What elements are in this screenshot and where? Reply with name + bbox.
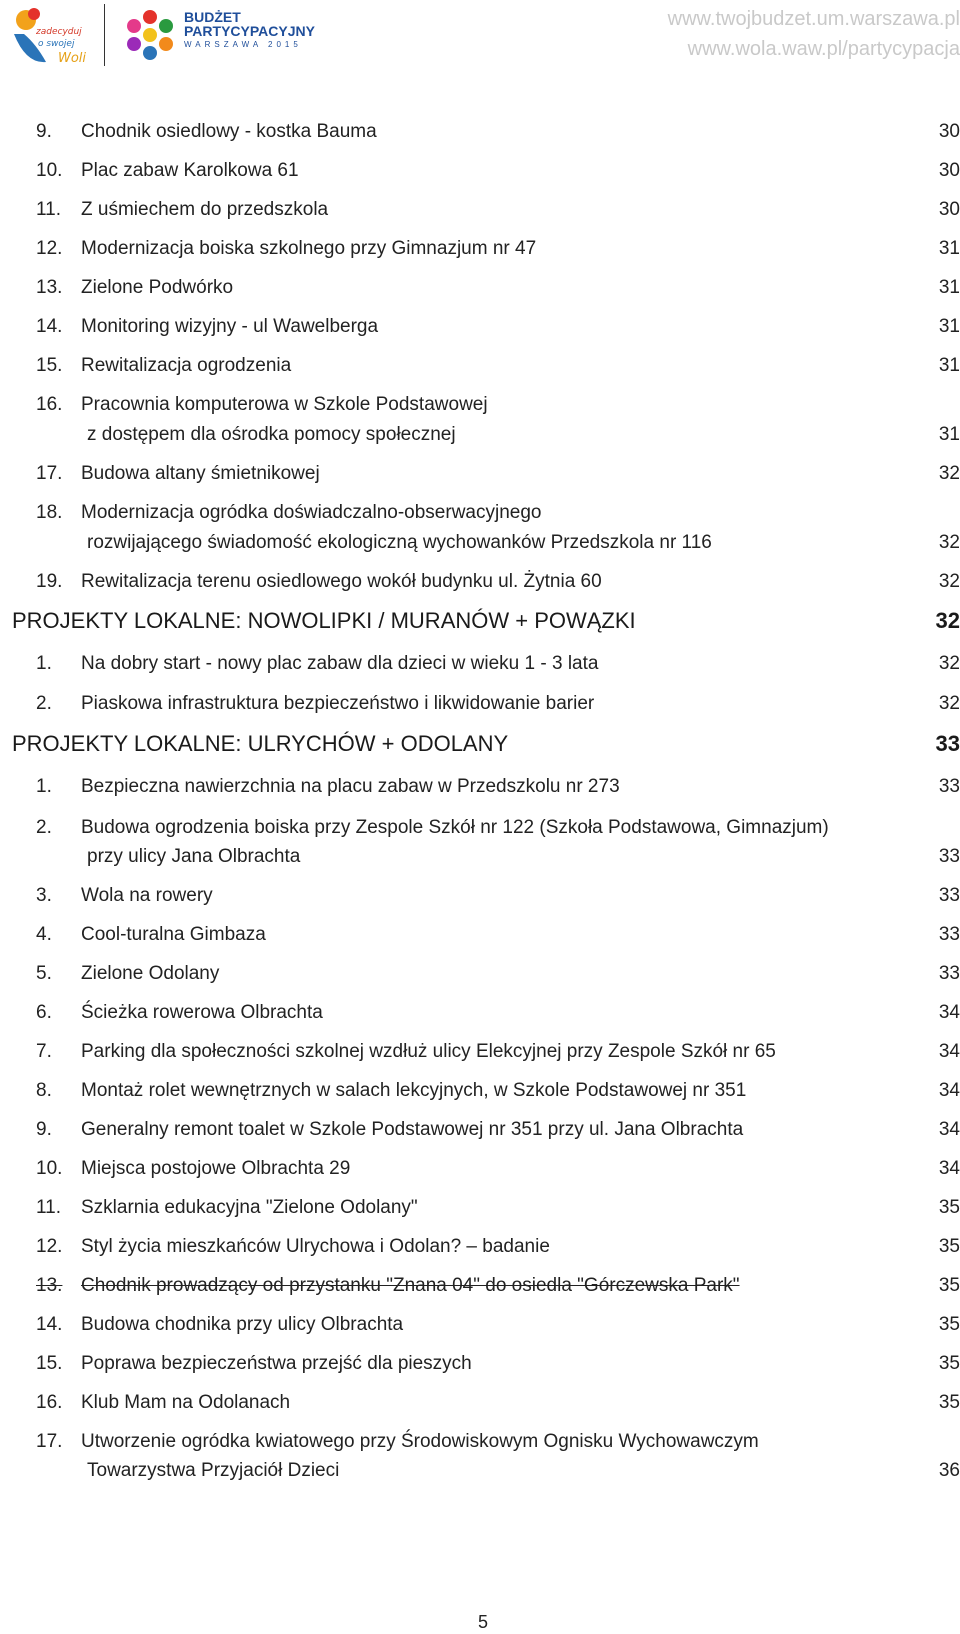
toc-entry-page: 31 — [938, 277, 960, 298]
section-heading-page: 32 — [935, 608, 960, 633]
toc-entry-number: 1. — [36, 776, 52, 797]
toc-entry-title: Generalny remont toalet w Szkole Podstawowej nr 351 przy ul. Jana Olbrachta — [81, 1119, 744, 1140]
toc-entry-title: Modernizacja ogródka doświadczalno-obserwacyjnego — [81, 502, 542, 523]
toc-entry-title: Ścieżka rowerowa Olbrachta — [81, 1002, 323, 1023]
budget-title: BUDŻET PARTYCYPACYJNY — [184, 9, 315, 39]
toc-entry-title: Bezpieczna nawierzchnia na placu zabaw w Przedszkolu nr 273 — [81, 776, 620, 797]
toc-entry-number: 2. — [36, 817, 52, 838]
toc-entry-number: 9. — [36, 1119, 52, 1140]
budget-flower-logo-icon — [120, 6, 180, 64]
toc-entry-number: 9. — [36, 121, 52, 142]
toc-entry-number: 11. — [36, 199, 62, 220]
toc-entry-page: 31 — [938, 424, 960, 445]
toc-entry-title: Chodnik prowadzący od przystanku "Znana 04" do osiedla "Górczewska Park" — [81, 1275, 740, 1296]
toc-entry-title: Parking dla społeczności szkolnej wzdłuż ulicy Elekcyjnej przy Zespole Szkół nr 65 — [81, 1041, 776, 1062]
toc-entry-page: 32 — [938, 571, 960, 592]
toc-entry-page: 31 — [938, 238, 960, 259]
toc-entry-title: Styl życia mieszkańców Ulrychowa i Odolan? – badanie — [81, 1236, 550, 1257]
toc-entry-page: 32 — [938, 653, 960, 674]
toc-entry-title: Plac zabaw Karolkowa 61 — [81, 160, 299, 181]
toc-entry-page: 34 — [938, 1080, 960, 1101]
toc-entry-number: 16. — [36, 1392, 63, 1413]
section-heading-title: PROJEKTY LOKALNE: NOWOLIPKI / MURANÓW + POWĄZKI — [12, 608, 636, 633]
toc-entry-number: 18. — [36, 502, 63, 523]
toc-entry-number: 10. — [36, 160, 63, 181]
toc-entry-title: Zielone Podwórko — [81, 277, 234, 298]
svg-text:o swojej: o swojej — [38, 39, 75, 49]
toc-entry-page: 34 — [938, 1158, 960, 1179]
toc-entry-title-continuation: Towarzystwa Przyjaciół Dzieci — [87, 1460, 340, 1481]
toc-entry-page: 30 — [938, 160, 960, 181]
toc-entry-page: 36 — [938, 1460, 960, 1481]
toc-entry-number: 16. — [36, 394, 63, 415]
toc-entry-number: 14. — [36, 316, 63, 337]
toc-entry-title: Rewitalizacja ogrodzenia — [81, 355, 292, 376]
toc-entry-page: 35 — [938, 1314, 960, 1335]
page-number: 5 — [478, 1612, 489, 1632]
toc-entry-title-continuation: przy ulicy Jana Olbrachta — [87, 846, 301, 867]
svg-text:zadecyduj: zadecyduj — [36, 27, 82, 37]
header-divider — [104, 4, 105, 66]
toc-entry-number: 7. — [36, 1041, 52, 1062]
header-url-twojbudzet[interactable]: www.twojbudzet.um.warszawa.pl — [667, 8, 960, 30]
toc-entry-page: 31 — [938, 316, 960, 337]
budget-subtitle: WARSZAWA 2015 — [184, 40, 302, 49]
toc-entry-title: Zielone Odolany — [81, 963, 220, 984]
section-heading-title: PROJEKTY LOKALNE: ULRYCHÓW + ODOLANY — [12, 731, 509, 756]
toc-entry-page: 34 — [938, 1041, 960, 1062]
toc-entry-page: 33 — [938, 776, 960, 797]
toc-entry-page: 35 — [938, 1236, 960, 1257]
toc-entry-number: 19. — [36, 571, 63, 592]
toc-entry-page: 33 — [938, 963, 960, 984]
toc-entry-number: 12. — [36, 238, 63, 259]
toc-entry-page: 35 — [938, 1275, 960, 1296]
toc-entry-title: Modernizacja boiska szkolnego przy Gimnazjum nr 47 — [81, 238, 537, 259]
toc-entry-title: Poprawa bezpieczeństwa przejść dla pieszych — [81, 1353, 472, 1374]
toc-entry-number: 6. — [36, 1002, 52, 1023]
toc-entry-number: 17. — [36, 463, 63, 484]
toc-entry-page: 32 — [938, 532, 960, 553]
toc-entry-number: 17. — [36, 1431, 63, 1452]
toc-entry-title: Budowa chodnika przy ulicy Olbrachta — [81, 1314, 404, 1335]
header-url-wola[interactable]: www.wola.waw.pl/partycypacja — [687, 38, 960, 60]
svg-text:Woli: Woli — [58, 51, 87, 66]
toc-entry-page: 33 — [938, 885, 960, 906]
page-header — [0, 0, 960, 80]
toc-entry-title: Budowa altany śmietnikowej — [81, 463, 320, 484]
toc-entry-title: Szklarnia edukacyjna "Zielone Odolany" — [81, 1197, 418, 1218]
toc-entry-number: 15. — [36, 355, 63, 376]
toc-entry-title: Utworzenie ogródka kwiatowego przy Środowiskowym Ognisku Wychowawczym — [81, 1431, 759, 1452]
toc-entry-title: Monitoring wizyjny - ul Wawelberga — [81, 316, 379, 337]
toc-entry-title: Chodnik osiedlowy - kostka Bauma — [81, 121, 377, 142]
section-heading-page: 33 — [935, 731, 960, 756]
toc-entry-page: 31 — [938, 355, 960, 376]
toc-entry-title: Na dobry start - nowy plac zabaw dla dzieci w wieku 1 - 3 lata — [81, 653, 599, 674]
toc-entry-title: Wola na rowery — [81, 885, 213, 906]
toc-entry-number: 5. — [36, 963, 52, 984]
toc-entry-number: 11. — [36, 1197, 62, 1218]
toc-entry-page: 35 — [938, 1392, 960, 1413]
toc-entry-number: 15. — [36, 1353, 63, 1374]
toc-entry-title-continuation: z dostępem dla ośrodka pomocy społecznej — [87, 424, 456, 445]
toc-entry-title: Cool-turalna Gimbaza — [81, 924, 266, 945]
toc-entry-page: 32 — [938, 463, 960, 484]
toc-entry-page: 34 — [938, 1119, 960, 1140]
toc-entry-page: 33 — [938, 924, 960, 945]
toc-entry-page: 35 — [938, 1353, 960, 1374]
toc-entry-title: Montaż rolet wewnętrznych w salach lekcyjnych, w Szkole Podstawowej nr 351 — [81, 1080, 747, 1101]
toc-entry-title: Pracownia komputerowa w Szkole Podstawowej — [81, 394, 488, 415]
toc-entry-title: Budowa ogrodzenia boiska przy Zespole Szkół nr 122 (Szkoła Podstawowa, Gimnazjum) — [81, 817, 829, 838]
toc-entry-page: 35 — [938, 1197, 960, 1218]
toc-entry-title: Klub Mam na Odolanach — [81, 1392, 291, 1413]
toc-entry-number: 13. — [36, 277, 63, 298]
toc-entry-number: 2. — [36, 693, 52, 714]
toc-entry-number: 3. — [36, 885, 52, 906]
toc-entry-title: Rewitalizacja terenu osiedlowego wokół budynku ul. Żytnia 60 — [81, 571, 602, 592]
toc-entry-title: Z uśmiechem do przedszkola — [81, 199, 329, 220]
toc-entry-number: 12. — [36, 1236, 63, 1257]
toc-entry-page: 30 — [938, 121, 960, 142]
toc-entry-title: Piaskowa infrastruktura bezpieczeństwo i likwidowanie barier — [81, 693, 595, 714]
toc-entry-number: 4. — [36, 924, 52, 945]
toc-entry-title-continuation: rozwijającego świadomość ekologiczną wychowanków Przedszkola nr 116 — [87, 532, 712, 553]
toc-entry-page: 33 — [938, 846, 960, 867]
toc-entry-number: 14. — [36, 1314, 63, 1335]
toc-entry-page: 32 — [938, 693, 960, 714]
toc-entry-number: 13. — [36, 1275, 63, 1296]
toc-entry-page: 34 — [938, 1002, 960, 1023]
toc-entry-number: 1. — [36, 653, 52, 674]
toc-entry-number: 8. — [36, 1080, 52, 1101]
toc-entry-number: 10. — [36, 1158, 63, 1179]
wola-logo-icon — [6, 4, 102, 68]
toc-entry-title: Miejsca postojowe Olbrachta 29 — [81, 1158, 351, 1179]
toc-entry-page: 30 — [938, 199, 960, 220]
